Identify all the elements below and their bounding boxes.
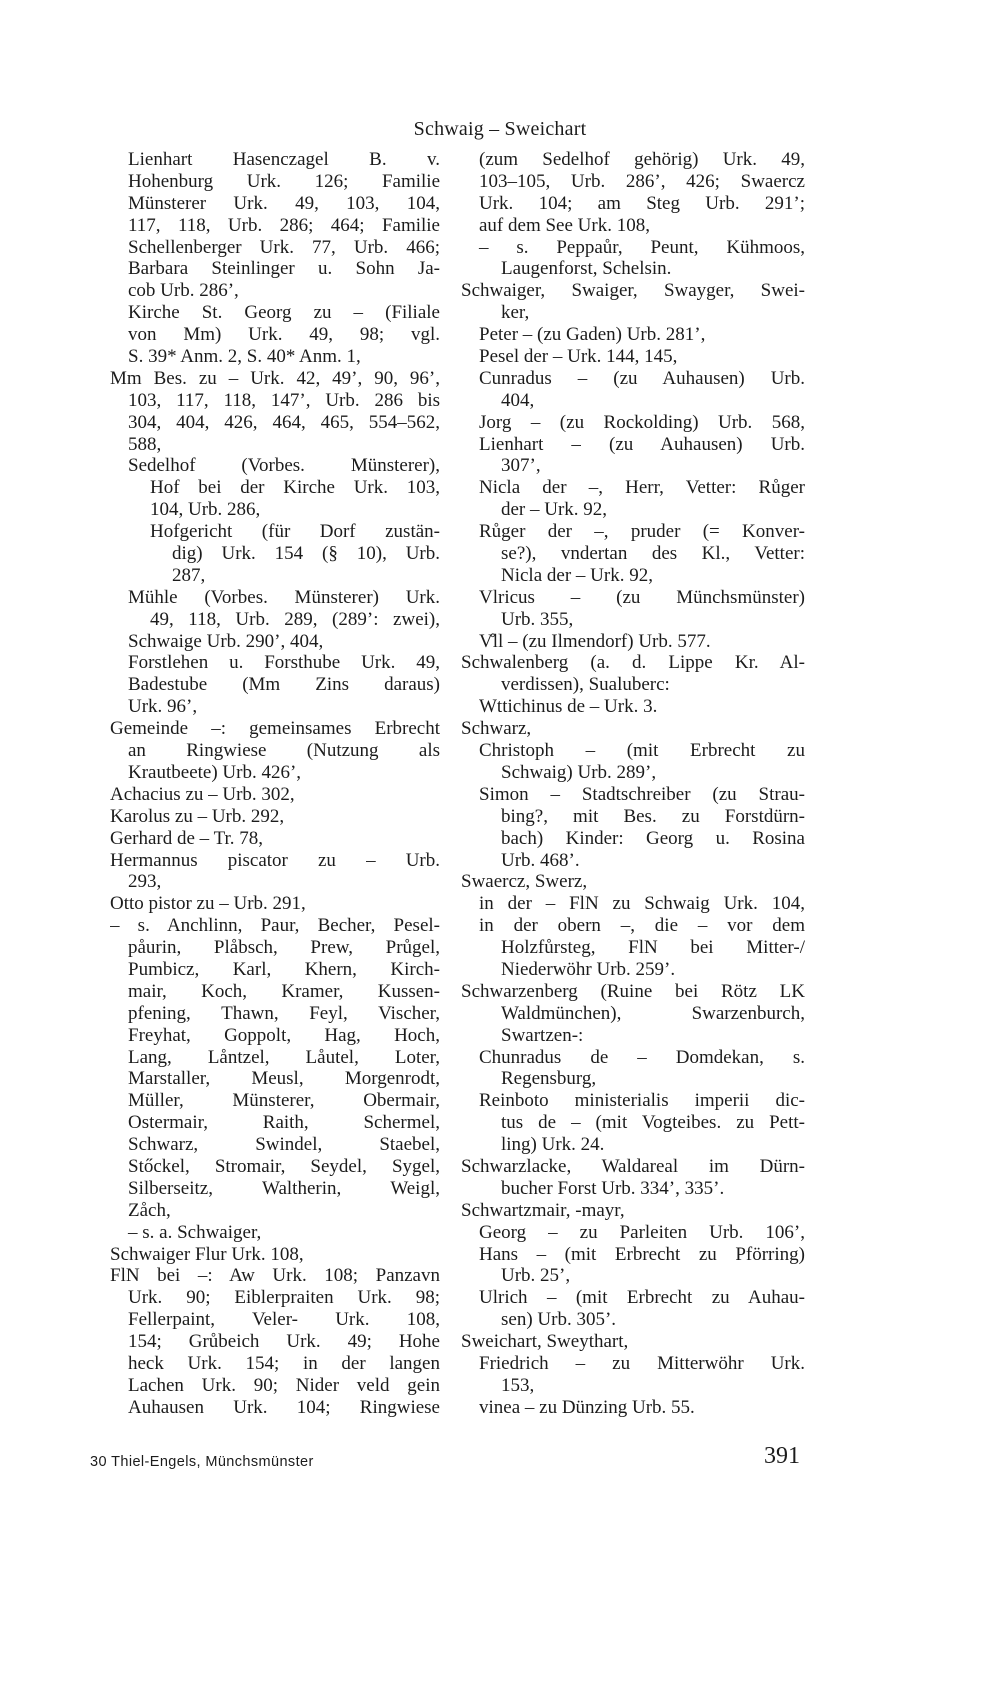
index-line: V̊ll – (zu Ilmendorf) Urb. 577.: [479, 630, 711, 652]
index-line: Peter – (zu Gaden) Urb. 281’,: [479, 324, 706, 346]
index-line: auf dem See Urk. 108,: [479, 214, 650, 236]
index-line: Nicla der – Urk. 92,: [501, 564, 653, 586]
index-line: der – Urk. 92,: [501, 499, 608, 521]
index-line: mair, Koch, Kramer, Kussen-: [128, 980, 440, 1002]
printer-signature: 30 Thiel-Engels, Münchsmünster: [90, 1454, 314, 1470]
index-line: Urk. 90; Eiblerpraiten Urk. 98;: [128, 1287, 440, 1309]
index-line: 287,: [172, 564, 206, 586]
index-line: Schwarzenberg (Ruine bei Rötz LK: [461, 980, 805, 1002]
index-line: heck Urk. 154; in der langen: [128, 1352, 440, 1374]
index-line: Waldmünchen), Swarzenburch,: [501, 1002, 805, 1024]
index-line: Mm Bes. zu – Urk. 42, 49’, 90, 96’,: [110, 367, 440, 389]
index-line: Schwarzlacke, Waldareal im Dürn-: [461, 1155, 805, 1177]
index-line: 153,: [501, 1374, 535, 1396]
index-line: Urb. 468’.: [501, 849, 580, 871]
index-line: Swartzen-:: [501, 1024, 584, 1046]
index-line: Ostermair, Raith, Schermel,: [128, 1112, 440, 1134]
index-line: Swaercz, Swerz,: [461, 871, 588, 893]
index-line: Schwarz, Swindel, Staebel,: [128, 1134, 440, 1156]
index-line: in der – FlN zu Schwaig Urk. 104,: [479, 893, 805, 915]
index-line: Gerhard de – Tr. 78,: [110, 827, 264, 849]
index-line: Lang, Låntzel, Låutel, Loter,: [128, 1046, 440, 1068]
index-line: Reinboto ministerialis imperii dic-: [479, 1090, 805, 1112]
index-line: Hermannus piscator zu – Urb.: [110, 849, 440, 871]
index-line: verdissen), Sualuberc:: [501, 674, 670, 696]
index-line: Hofgericht (für Dorf zustän-: [150, 521, 440, 543]
index-line: 404,: [501, 389, 535, 411]
index-line: Vlricus – (zu Münchsmünster): [479, 586, 805, 608]
index-line: Regensburg,: [501, 1068, 597, 1090]
index-line: in der obern –, die – vor dem: [479, 915, 805, 937]
index-line: cob Urb. 286’,: [128, 280, 239, 302]
index-line: bach) Kinder: Georg u. Rosina: [501, 827, 805, 849]
index-line: Krautbeete) Urb. 426’,: [128, 761, 302, 783]
index-line: FlN bei –: Aw Urk. 108; Panzavn: [110, 1265, 440, 1287]
right-column: [461, 149, 805, 1419]
index-line: 588,: [128, 433, 162, 455]
index-line: Gemeinde –: gemeinsames Erbrecht: [110, 718, 440, 740]
index-line: Fellerpaint, Veler- Urk. 108,: [128, 1309, 440, 1331]
index-line: Pumbicz, Karl, Khern, Kirch-: [128, 958, 440, 980]
index-line: Simon – Stadtschreiber (zu Strau-: [479, 783, 805, 805]
index-line: Schwartzmair, -mayr,: [461, 1199, 625, 1221]
index-line: Georg – zu Parleiten Urb. 106’,: [479, 1221, 805, 1243]
index-line: Sweichart, Sweythart,: [461, 1331, 629, 1353]
index-line: von Mm) Urk. 49, 98; vgl.: [128, 324, 440, 346]
index-line: Chunradus de – Domdekan, s.: [479, 1046, 805, 1068]
index-line: Zåch,: [128, 1199, 171, 1221]
index-line: Müller, Münsterer, Obermair,: [128, 1090, 440, 1112]
index-line: 104, Urb. 286,: [150, 499, 261, 521]
index-line: Auhausen Urk. 104; Ringwiese: [128, 1396, 440, 1418]
index-line: Hans – (mit Erbrecht zu Pförring): [479, 1243, 805, 1265]
index-line: Hof bei der Kirche Urk. 103,: [150, 477, 440, 499]
index-line: 103, 117, 118, 147’, Urb. 286 bis: [128, 389, 440, 411]
index-line: Freyhat, Goppolt, Hag, Hoch,: [128, 1024, 440, 1046]
index-line: Růger der –, pruder (= Konver-: [479, 521, 805, 543]
page-number: 391: [764, 1443, 800, 1469]
index-line: bing?, mit Bes. zu Forstdürn-: [501, 805, 805, 827]
index-line: bucher Forst Urb. 334’, 335’.: [501, 1177, 725, 1199]
index-line: Cunradus – (zu Auhausen) Urb.: [479, 367, 805, 389]
index-line: sen) Urb. 305’.: [501, 1309, 617, 1331]
index-line: an Ringwiese (Nutzung als: [128, 740, 440, 762]
index-line: Barbara Steinlinger u. Sohn Ja-: [128, 258, 440, 280]
index-line: Stőckel, Stromair, Seydel, Sygel,: [128, 1155, 440, 1177]
index-line: 49, 118, Urb. 289, (289’: zwei),: [150, 608, 440, 630]
index-line: se?), vndertan des Kl., Vetter:: [501, 543, 805, 565]
index-line: Friedrich – zu Mitterwöhr Urk.: [479, 1352, 805, 1374]
index-line: påurin, Plåbsch, Prew, Průgel,: [128, 937, 440, 959]
index-line: Jorg – (zu Rockolding) Urb. 568,: [479, 411, 805, 433]
index-line: ker,: [501, 302, 530, 324]
index-line: Schwaige Urb. 290’, 404,: [128, 630, 324, 652]
index-line: Marstaller, Meusl, Morgenrodt,: [128, 1068, 440, 1090]
running-header: Schwaig – Sweichart: [413, 118, 587, 140]
index-line: 103–105, Urb. 286’, 426; Swaercz: [479, 170, 805, 192]
index-line: Urk. 104; am Steg Urb. 291’;: [479, 192, 805, 214]
index-line: Silberseitz, Waltherin, Weigl,: [128, 1177, 440, 1199]
index-line: Laugenforst, Schelsin.: [501, 258, 672, 280]
index-line: Schwaig) Urb. 289’,: [501, 761, 657, 783]
index-line: Otto pistor zu – Urb. 291,: [110, 893, 306, 915]
index-line: Christoph – (mit Erbrecht zu: [479, 740, 805, 762]
left-column: [110, 149, 440, 1419]
index-line: (zum Sedelhof gehörig) Urk. 49,: [479, 149, 805, 170]
index-line: Holzfůrsteg, FlN bei Mitter-/: [501, 937, 805, 959]
index-line: Urb. 25’,: [501, 1265, 571, 1287]
index-line: Schwalenberg (a. d. Lippe Kr. Al-: [461, 652, 805, 674]
index-line: Mühle (Vorbes. Münsterer) Urk.: [128, 586, 440, 608]
index-line: Münsterer Urk. 49, 103, 104,: [128, 192, 440, 214]
index-line: Lachen Urk. 90; Nider veld gein: [128, 1374, 440, 1396]
index-line: Schellenberger Urk. 77, Urb. 466;: [128, 236, 440, 258]
index-line: Urb. 355,: [501, 608, 574, 630]
index-line: Niederwöhr Urb. 259’.: [501, 958, 676, 980]
index-line: dig) Urk. 154 (§ 10), Urb.: [172, 543, 440, 565]
index-line: 293,: [128, 871, 162, 893]
index-line: Achacius zu – Urb. 302,: [110, 783, 295, 805]
index-line: – s. Anchlinn, Paur, Becher, Pesel-: [110, 915, 440, 937]
index-line: Kirche St. Georg zu – (Filiale: [128, 302, 440, 324]
index-line: pfening, Thawn, Feyl, Vischer,: [128, 1002, 440, 1024]
index-line: 154; Grůbeich Urk. 49; Hohe: [128, 1331, 440, 1353]
index-line: Schwarz,: [461, 718, 532, 740]
index-line: Lienhart Hasenczagel B. v.: [128, 149, 440, 170]
index-line: Pesel der – Urk. 144, 145,: [479, 346, 678, 368]
index-line: – s. a. Schwaiger,: [128, 1221, 262, 1243]
index-line: Badestube (Mm Zins daraus): [128, 674, 440, 696]
index-line: – s. Peppaůr, Peunt, Kühmoos,: [479, 236, 805, 258]
index-line: S. 39* Anm. 2, S. 40* Anm. 1,: [128, 346, 361, 368]
index-line: Urk. 96’,: [128, 696, 198, 718]
index-line: Schwaiger, Swaiger, Swayger, Swei-: [461, 280, 805, 302]
index-line: Wttichinus de – Urk. 3.: [479, 696, 658, 718]
index-line: vinea – zu Dünzing Urb. 55.: [479, 1396, 695, 1418]
index-line: 304, 404, 426, 464, 465, 554–562,: [128, 411, 440, 433]
index-line: Hohenburg Urk. 126; Familie: [128, 170, 440, 192]
index-line: Forstlehen u. Forsthube Urk. 49,: [128, 652, 440, 674]
index-line: Karolus zu – Urb. 292,: [110, 805, 285, 827]
index-line: tus de – (mit Vogteibes. zu Pett-: [501, 1112, 805, 1134]
index-line: Lienhart – (zu Auhausen) Urb.: [479, 433, 805, 455]
index-line: Sedelhof (Vorbes. Münsterer),: [128, 455, 440, 477]
index-line: ling) Urk. 24.: [501, 1134, 605, 1156]
index-line: 307’,: [501, 455, 541, 477]
index-line: Nicla der –, Herr, Vetter: Růger: [479, 477, 805, 499]
index-line: 117, 118, Urb. 286; 464; Familie: [128, 214, 440, 236]
index-line: Schwaiger Flur Urk. 108,: [110, 1243, 304, 1265]
index-line: Ulrich – (mit Erbrecht zu Auhau-: [479, 1287, 805, 1309]
